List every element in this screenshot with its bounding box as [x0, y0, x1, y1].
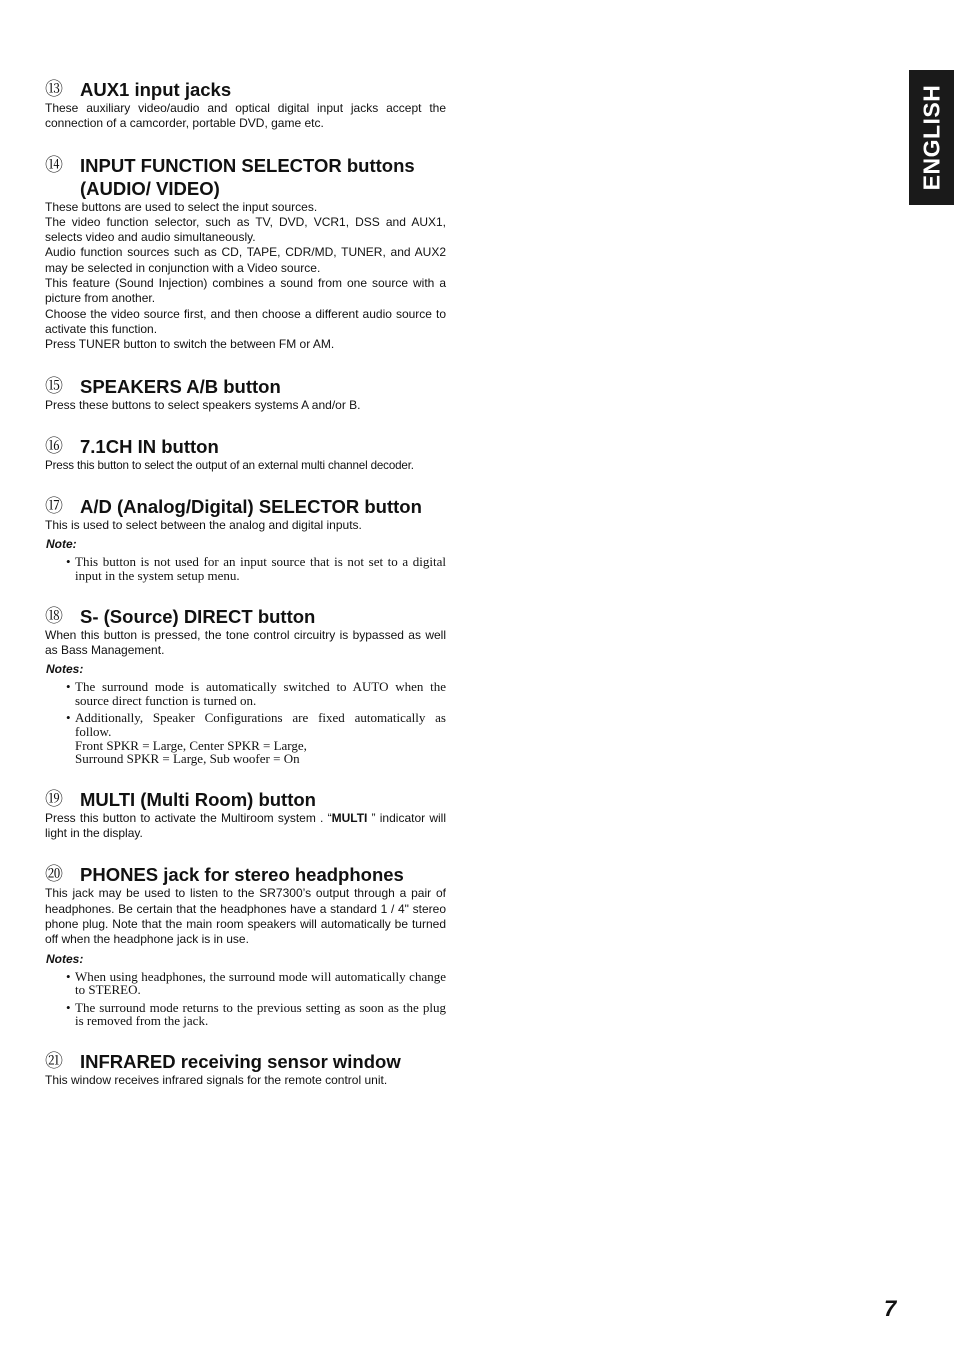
paragraph: Press this button to activate the Multiroom system . “MULTI ” indicator will light in the display.: [45, 810, 446, 841]
section-ad-selector-button: [45, 495, 446, 582]
section-title: PHONES jack for stereo headphones: [80, 864, 404, 886]
section-multi-room-button: [45, 788, 446, 842]
note-label: Note:: [46, 537, 77, 552]
section-source-direct-button: [45, 605, 446, 766]
section-infrared-sensor-window: [45, 1050, 446, 1088]
section-title: S- (Source) DIRECT button: [80, 605, 316, 627]
paragraph: Choose the video source first, and then choose a different audio source to activate this function.: [45, 306, 446, 336]
item-number: ⑬: [45, 79, 63, 100]
paragraph: Press TUNER button to switch the between FM or AM.: [45, 337, 335, 352]
paragraph: These buttons are used to select the input sources.: [45, 199, 318, 214]
note-item: • When using headphones, the surround mode will automatically change to STEREO.: [66, 968, 446, 998]
section-heading: [45, 495, 446, 518]
item-number: ⑰: [45, 496, 63, 518]
notes-label: Notes:: [46, 662, 84, 677]
paragraph: The video function selector, such as TV, DVD, VCR1, DSS and AUX1, selects video and audio simultaneously.: [45, 214, 446, 245]
paragraph: This is used to select between the analog and digital inputs.: [45, 518, 362, 533]
section-heading: [45, 863, 446, 886]
note-item: • The surround mode is automatically switched to AUTO when the source direct function is turned on.: [66, 679, 446, 708]
item-number: ⑱: [45, 605, 63, 627]
paragraph: This jack may be used to listen to the SR7300’s output through a pair of headphones. Be certain that the headphones have a standard 1 / 4" stereo phone plug. Note that the main room speakers will automatically be turned off when the headphone jack is in use.: [45, 886, 446, 947]
section-heading: [45, 788, 446, 811]
note-item: • Additionally, Speaker Configurations are fixed automatically as follow. Front SPKR = Large, Center SPKR = Large, Surround SPKR = Large, Sub woofer = On: [66, 710, 446, 767]
section-heading: [45, 154, 446, 200]
section-body: [45, 398, 446, 413]
item-number: ⑮: [45, 375, 63, 397]
section-title: SPEAKERS A/B button: [80, 375, 281, 397]
page-number: 7: [884, 1296, 897, 1321]
multi-indicator-text: MULTI: [331, 810, 368, 825]
paragraph: Press these buttons to select speakers systems A and/or B.: [45, 397, 361, 412]
item-number: ⑳: [45, 864, 63, 886]
section-heading: [45, 78, 446, 101]
section-aux1-input-jacks: [45, 78, 446, 132]
item-number: ⑯: [45, 435, 63, 457]
section-input-function-selector: [45, 154, 446, 353]
section-title: 7.1CH IN button: [80, 435, 219, 457]
item-number: ㉑: [45, 1050, 63, 1072]
section-phones-jack: [45, 863, 446, 1028]
paragraph: Press this button to select the output of an external multi channel decoder.: [45, 458, 414, 472]
item-number: ⑭: [45, 154, 63, 176]
note-list: [45, 555, 446, 582]
note-item: • The surround mode returns to the previous setting as soon as the plug is removed from the jack.: [66, 999, 446, 1029]
section-body: [45, 200, 446, 353]
section-title: A/D (Analog/Digital) SELECTOR button: [80, 496, 422, 518]
paragraph: These auxiliary video/audio and optical digital input jacks accept the connection of a camcorder, portable DVD, game etc.: [45, 101, 446, 131]
section-71ch-in-button: [45, 435, 446, 473]
paragraph: This window receives infrared signals for the remote control unit.: [45, 1072, 388, 1087]
note-list: [45, 680, 446, 766]
section-heading: [45, 1050, 446, 1073]
section-body: [45, 518, 446, 533]
speaker-config-line: Surround SPKR = Large, Sub woofer = On: [75, 751, 300, 767]
notes-label: Notes:: [46, 951, 84, 966]
section-body: [45, 101, 446, 132]
language-tab-label: ENGLISH: [918, 84, 945, 191]
note-item: • This button is not used for an input source that is not set to a digital input in the system setup menu.: [66, 554, 446, 584]
section-body: [45, 628, 446, 659]
section-body: [45, 811, 446, 842]
section-title: INFRARED receiving sensor window: [80, 1050, 401, 1072]
section-heading: [45, 435, 446, 458]
section-title: MULTI (Multi Room) button: [80, 788, 316, 810]
section-title: INPUT FUNCTION SELECTOR buttons (AUDIO/ VIDEO): [80, 154, 415, 199]
section-heading: [45, 375, 446, 398]
item-number: ⑲: [45, 788, 63, 810]
section-title: AUX1 input jacks: [80, 79, 232, 100]
paragraph: When this button is pressed, the tone control circuitry is bypassed as well as Bass Management.: [45, 627, 446, 657]
language-tab: [909, 70, 954, 205]
section-body: [45, 1073, 446, 1088]
content-column: [45, 78, 446, 1110]
note-list: [45, 970, 446, 1028]
section-body: [45, 886, 446, 947]
speaker-config-line: Front SPKR = Large, Center SPKR = Large,: [75, 737, 307, 753]
paragraph: Audio function sources such as CD, TAPE, CDR/MD, TUNER, and AUX2 may be selected in conjunction with a Video source.: [45, 245, 446, 275]
section-body: [45, 458, 446, 473]
section-heading: [45, 605, 446, 628]
section-speakers-ab-button: [45, 375, 446, 413]
paragraph: This feature (Sound Injection) combines a sound from one source with a picture from another.: [45, 276, 446, 306]
